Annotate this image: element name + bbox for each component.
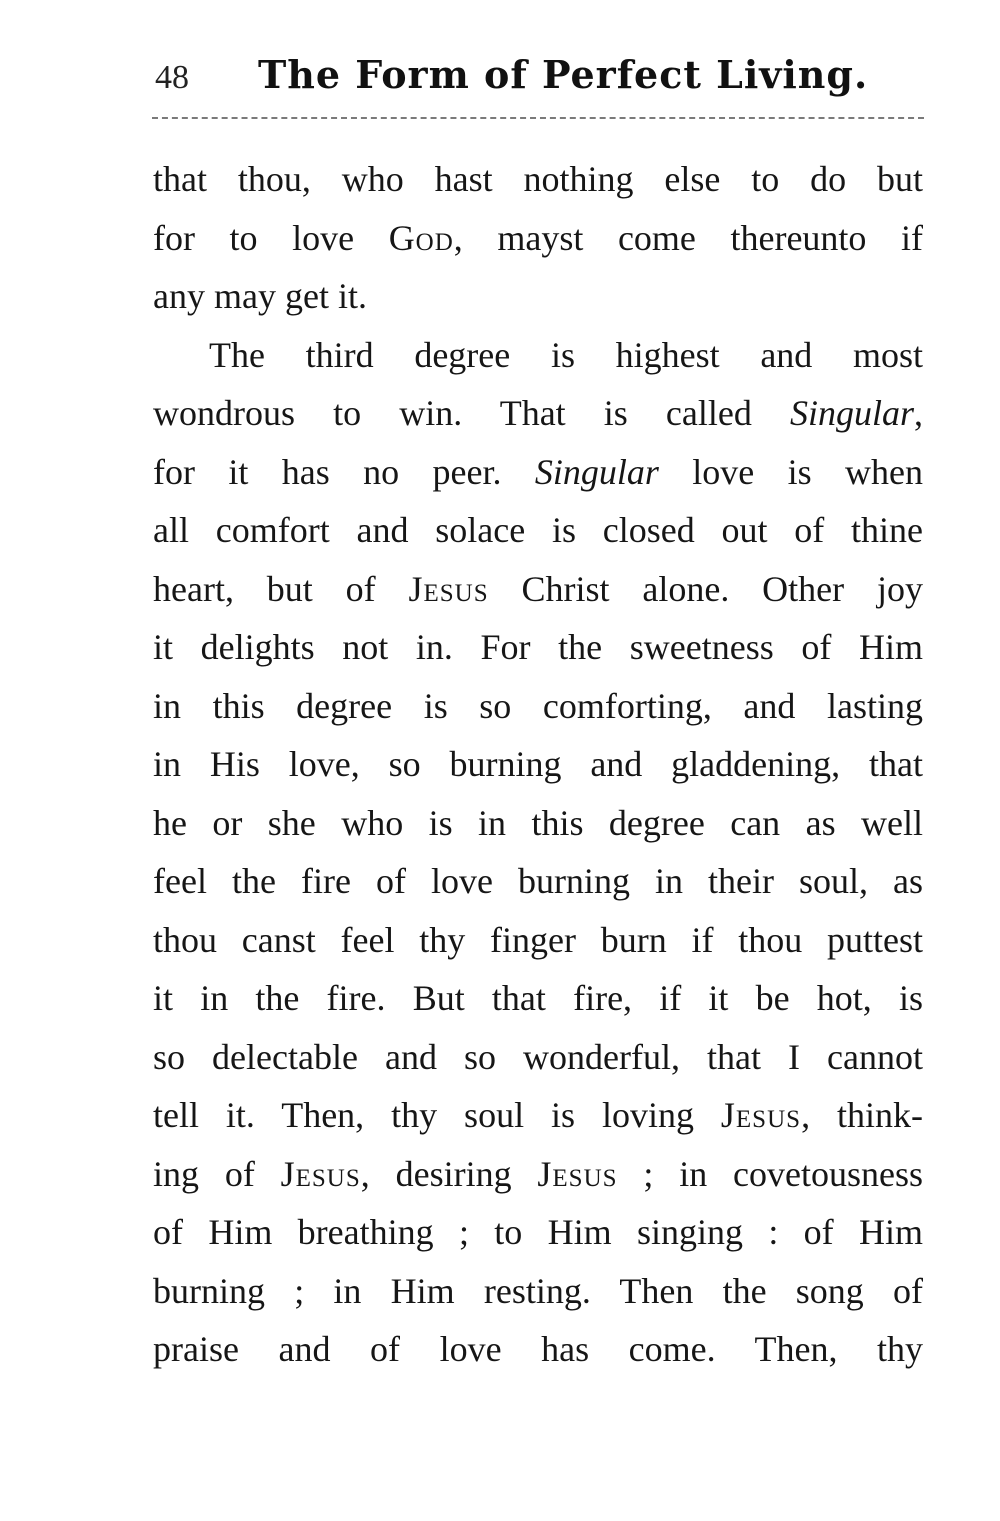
italic-term: Singular	[789, 393, 914, 433]
running-title: The Form of Perfect Living.	[258, 52, 869, 97]
italic-term: Singular	[534, 451, 659, 492]
text-line: in this degree is so comforting, and lasting	[153, 685, 923, 726]
body-text	[153, 150, 923, 1379]
text-line: heart, but of Jesus Christ alone. Other joy	[153, 568, 923, 609]
text-line: tell it. Then, thy soul is loving Jesus, think-	[153, 1095, 923, 1135]
text-line: of Him breathing ; to Him singing : of Him	[153, 1212, 923, 1252]
text-line: burning ; in Him resting. Then the song of	[153, 1270, 923, 1311]
text-line: it in the fire. But that fire, if it be hot, is	[153, 978, 923, 1018]
text-line: ing of Jesus, desiring Jesus ; in covetousness	[153, 1153, 923, 1194]
text-line: in His love, so burning and gladdening, that	[153, 744, 923, 784]
small-caps-name: Jesus	[280, 1153, 361, 1194]
text-line: thou canst feel thy finger burn if thou puttest	[153, 919, 923, 960]
text-line: he or she who is in this degree can as well	[153, 802, 923, 843]
small-caps-name: Jesus	[720, 1095, 802, 1135]
text-line: so delectable and so wonderful, that I cannot	[153, 1036, 923, 1077]
text-line: for to love God, mayst come thereunto if	[153, 217, 923, 258]
text-line: feel the fire of love burning in their soul, as	[153, 861, 923, 901]
text-line: praise and of love has come. Then, thy	[153, 1329, 923, 1369]
small-caps-name: Jesus	[537, 1153, 618, 1194]
small-caps-name: Jesus	[408, 568, 489, 609]
text-line: it delights not in. For the sweetness of Him	[153, 627, 923, 667]
text-line: any may get it.	[153, 276, 367, 316]
text-line: that thou, who hast nothing else to do but	[153, 159, 923, 199]
text-line: for it has no peer. Singular love is when	[153, 451, 923, 492]
page-number: 48	[155, 59, 189, 96]
text-line: wondrous to win. That is called Singular,	[153, 393, 923, 433]
running-header	[155, 52, 925, 102]
header-rule	[152, 117, 924, 119]
text-line: all comfort and solace is closed out of thine	[153, 510, 923, 550]
small-caps-name: God	[388, 217, 454, 258]
paragraph-start-line: The third degree is highest and most	[209, 334, 923, 375]
